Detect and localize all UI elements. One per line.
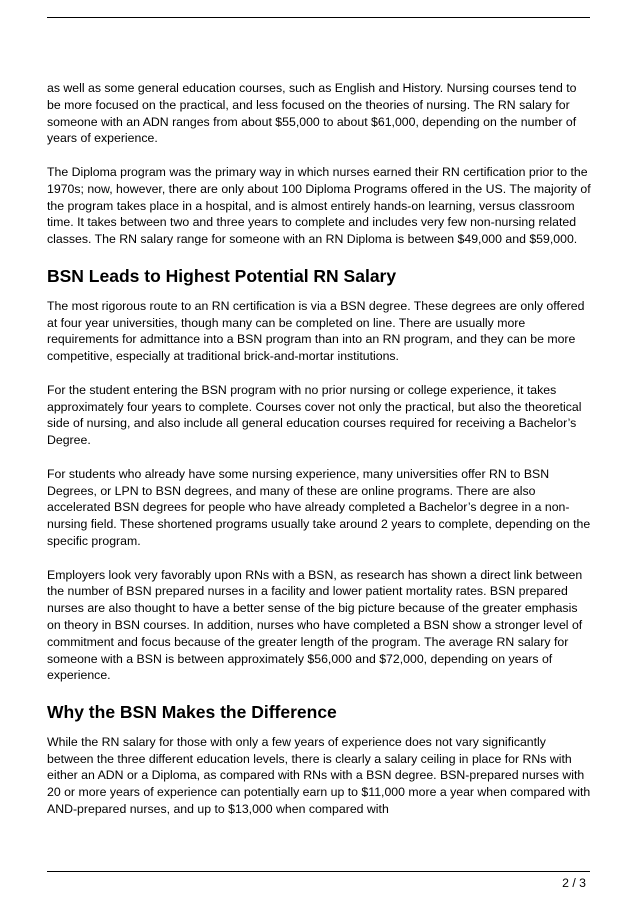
header-rule bbox=[47, 17, 590, 18]
paragraph: For the student entering the BSN program with no prior nursing or college experience, it takes approximately four years to complete. Courses cover not only the practical, but also the theoretical side of nursing, and also include all general education courses required for receiving a Bachelor’s Degree. bbox=[47, 382, 582, 448]
page-body bbox=[47, 80, 592, 835]
paragraph: For students who already have some nursing experience, many universities offer RN to BSN Degrees, or LPN to BSN degrees, and many of these are online programs. There are also accelerated BSN degrees for people who have already completed a Bachelor’s degree in a non-nursing field. These shortened programs usually take around 2 years to complete, depending on the specific program. bbox=[47, 466, 591, 548]
paragraph: as well as some general education courses, such as English and History. Nursing courses tend to be more focused on the practical, and less focused on the theories of nursing. The RN salary for someone with an ADN ranges from about $55,000 to about $61,000, depending on the number of years of experience. bbox=[47, 81, 577, 146]
paragraph: While the RN salary for those with only a few years of experience does not vary significantly between the three different education levels, there is clearly a salary ceiling in place for RNs with either an ADN or a Diploma, as compared with RNs with a BSN degree. BSN-prepared nurses with 20 or more years of experience can potentially earn up to $11,000 more a year when compared with AND-prepared nurses, and up to $13,000 when compared with bbox=[47, 734, 591, 817]
footer-rule bbox=[47, 871, 590, 872]
paragraph: The most rigorous route to an RN certification is via a BSN degree. These degrees are only offered at four year universities, though many can be completed on line. There are usually more requirements for admittance into a BSN program than into an RN program, and they can be more competitive, especially at traditional brick-and-mortar institutions. bbox=[47, 298, 585, 364]
page-number: 2 / 3 bbox=[562, 876, 586, 890]
paragraph: Employers look very favorably upon RNs with a BSN, as research has shown a direct link between the number of BSN prepared nurses in a facility and lower patient mortality rates. BSN prepared nurses are also thought to have a better sense of the big picture because of the greater emphasis on theory in BSN courses. In addition, nurses who have completed a BSN show a stronger level of commitment and focus because of the greater length of the program. The average RN salary for someone with a BSN is between approximately $56,000 and $72,000, depending on years of experience. bbox=[47, 567, 583, 683]
paragraph: The Diploma program was the primary way in which nurses earned their RN certification prior to the 1970s; now, however, there are only about 100 Diploma Programs offered in the US. The majority of the program takes place in a hospital, and is almost entirely hands-on learning, versus classroom time. It takes between two and three years to complete and includes very few non-nursing related classes. The RN salary range for someone with an RN Diploma is between $49,000 and $59,000. bbox=[47, 164, 591, 247]
section-heading-why-bsn: Why the BSN Makes the Difference bbox=[47, 701, 337, 722]
section-heading-bsn: BSN Leads to Highest Potential RN Salary bbox=[47, 265, 397, 286]
